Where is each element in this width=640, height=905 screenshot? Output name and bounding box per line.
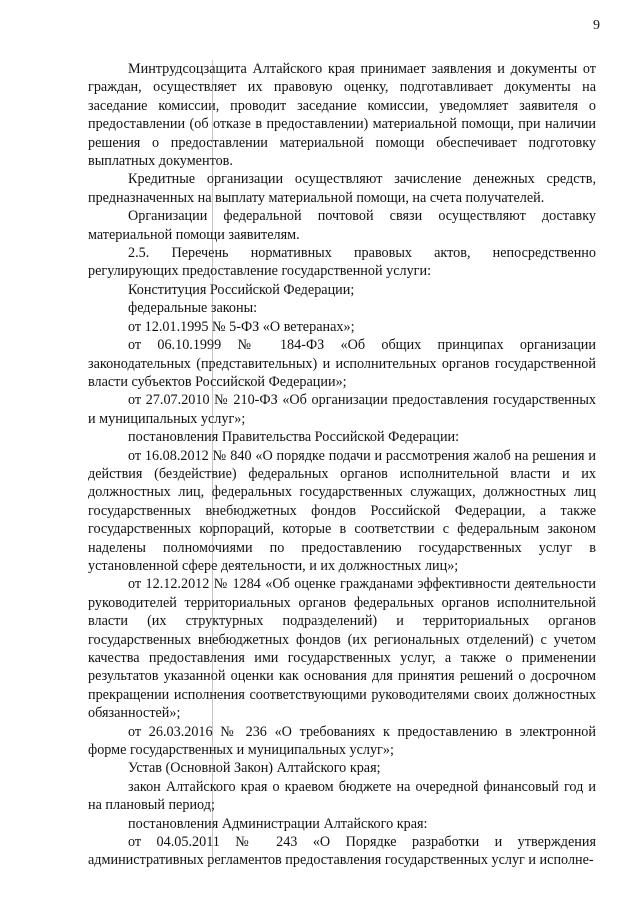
paragraph-constitution: Конституция Российской Федерации;	[128, 281, 355, 298]
scan-artifact-line	[212, 60, 213, 860]
paragraph-decree-236: от 26.03.2016 № 236 «О требованиях к предоставлению в электронной форме государственных и муниципальных услуг»;	[88, 723, 596, 759]
paragraph-government-decrees-heading: постановления Правительства Российской Федерации:	[128, 429, 460, 446]
paragraph-section-2-5: 2.5. Перечень нормативных правовых актов, непосредственно регулирующих предоставление государственной услуги:	[88, 245, 596, 280]
paragraph-law-184: от 06.10.1999 № 184-ФЗ «Об общих принципах организации законодательных (представительных) и исполнительных органов государственной власти субъектов Российской Федерации»;	[88, 337, 596, 390]
paragraph-decree-243: от 04.05.2011 № 243 «О Порядке разработки и утверждения административных регламентов предоставления государственных услуг и исполне-	[88, 834, 596, 869]
paragraph-administration-decrees-heading: постановления Администрации Алтайского края:	[128, 815, 428, 832]
paragraph-law-210: от 27.07.2010 № 210-ФЗ «Об организации предоставления государственных и муниципальных услуг»;	[88, 392, 596, 427]
paragraph-ministry-duties: Минтрудсоцзащита Алтайского края принимает заявления и документы от граждан, осуществляет их правовую оценку, подготавливает документы на заседание комиссии, проводит заседание комиссии, уведомляет заявителя о предоставлении (об отказе в предоставлении) материальной помощи, при наличии решения о предоставлении материальной помощи обеспечивает подготовку выплатных документов.	[88, 61, 596, 170]
paragraph-law-veterans: от 12.01.1995 № 5-ФЗ «О ветеранах»;	[128, 318, 355, 335]
paragraph-federal-laws-heading: федеральные законы:	[128, 300, 258, 317]
document-body	[88, 60, 596, 870]
paragraph-decree-1284: от 12.12.2012 № 1284 «Об оценке гражданами эффективности деятельности руководителей территориальных органов федеральных органов исполнительной власти (их структурных подразделений) и территориальных органов государственных внебюджетных фондов (их региональных отделений) с учетом качества предоставления ими государственных услуг, а также о применении результатов указанной оценки как основания для принятия решений о досрочном прекращении исполнения соответствующими руководителями своих должностных обязанностей»;	[88, 576, 596, 722]
paragraph-decree-840: от 16.08.2012 № 840 «О порядке подачи и рассмотрения жалоб на решения и действия (бездействие) федеральных органов исполнительной власти и их должностных лиц, федеральных государственных служащих, должностных лиц государственных внебюджетных фондов Российской Федерации, а также государственных корпораций, которые в соответствии с федеральным законом наделены полномочиями по предоставлению государственных услуг в установленной сфере деятельности, и их должностных лиц»;	[88, 447, 596, 574]
paragraph-charter: Устав (Основной Закон) Алтайского края;	[128, 760, 381, 777]
paragraph-postal-organizations: Организации федеральной почтовой связи осуществляют доставку материальной помощи заявителям.	[88, 208, 596, 243]
paragraph-credit-organizations: Кредитные организации осуществляют зачисление денежных средств, предназначенных на выплату материальной помощи, на счета получателей.	[88, 171, 596, 206]
paragraph-budget-law: закон Алтайского края о краевом бюджете на очередной финансовый год и на плановый период;	[88, 778, 596, 814]
page-number: 9	[593, 18, 600, 33]
